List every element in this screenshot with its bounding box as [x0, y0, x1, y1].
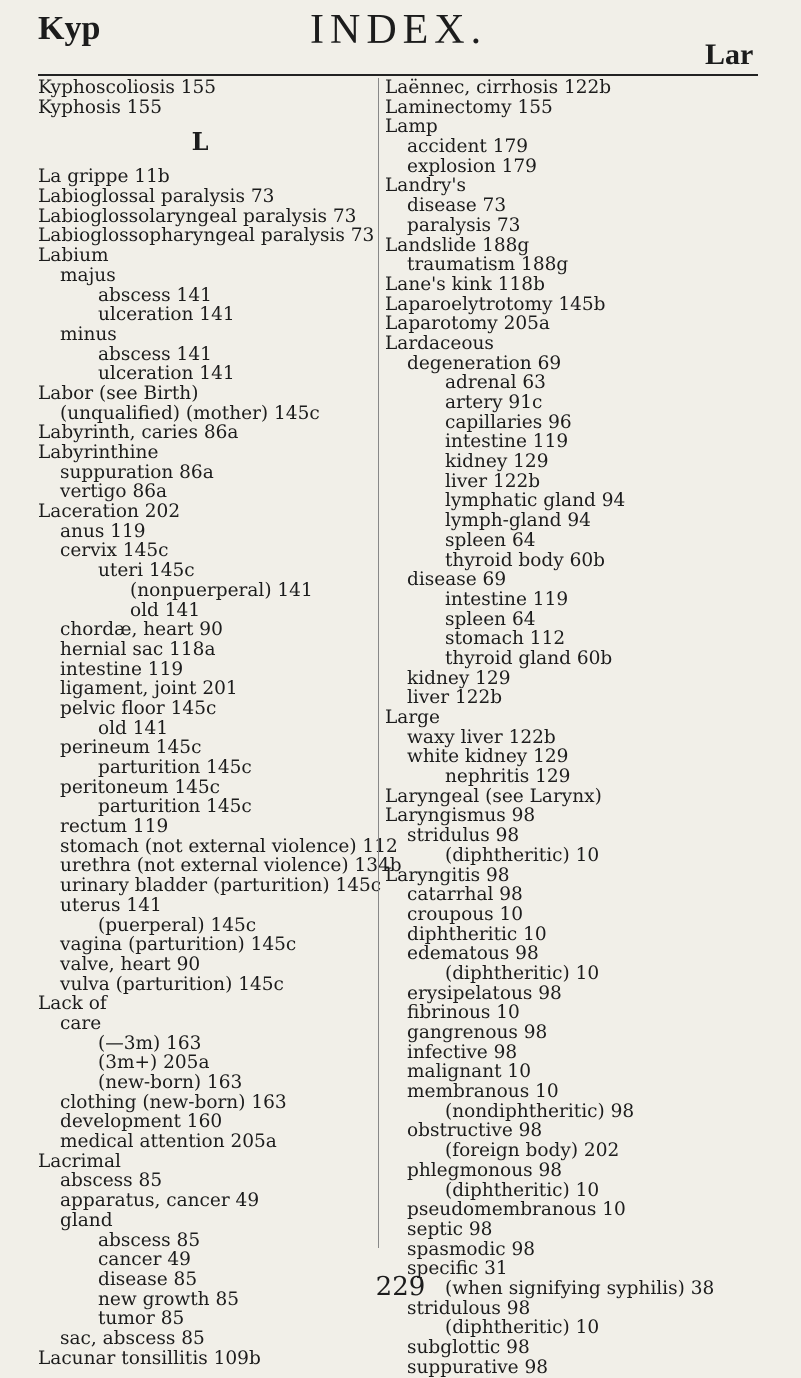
- index-entry: paralysis 73: [407, 214, 521, 236]
- index-entry: (foreign body) 202: [445, 1140, 620, 1162]
- index-entry: malignant 10: [407, 1061, 531, 1083]
- index-entry: vulva (parturition) 145c: [60, 973, 284, 995]
- header-rule: [38, 74, 758, 76]
- index-entry: disease 73: [407, 195, 507, 217]
- index-entry: suppurative 98: [407, 1356, 549, 1378]
- index-entry: artery 91c: [445, 392, 543, 413]
- index-entry: Landry's: [385, 175, 466, 197]
- index-entry: Landslide 188g: [385, 234, 530, 256]
- index-entry: hernial sac 118a: [60, 638, 216, 660]
- index-entry: valve, heart 90: [60, 953, 201, 975]
- index-entry: suppuration 86a: [60, 461, 214, 483]
- index-entry: capillaries 96: [445, 411, 572, 433]
- index-entry: fibrinous 10: [407, 1002, 520, 1024]
- index-entry: ulceration 141: [98, 363, 235, 385]
- index-entry: gangrenous 98: [407, 1022, 548, 1043]
- index-entry: Lacrimal: [38, 1150, 121, 1172]
- header-guide-word-right: Lar: [705, 38, 754, 71]
- index-entry: stridulous 98: [407, 1297, 531, 1319]
- index-entry: liver 122b: [445, 470, 541, 492]
- index-entry: disease 69: [407, 569, 507, 591]
- index-entry: (—3m) 163: [98, 1032, 202, 1054]
- header-title: INDEX.: [310, 7, 488, 53]
- index-entry: minus: [60, 323, 117, 345]
- index-entry: rectum 119: [60, 816, 169, 838]
- index-entry: abscess 85: [98, 1229, 201, 1251]
- index-entry: stridulus 98: [407, 825, 520, 847]
- index-entry: Laminectomy 155: [385, 96, 553, 118]
- index-entry: (nonpuerperal) 141: [130, 579, 313, 601]
- index-entry: peritoneum 145c: [60, 776, 220, 798]
- index-entry: intestine 119: [445, 431, 569, 453]
- index-entry: Kyphoscoliosis 155: [38, 77, 217, 98]
- index-entry: Labyrinthine: [38, 442, 159, 463]
- index-entry: Laryngitis 98: [385, 864, 510, 886]
- index-entry: (puerperal) 145c: [98, 914, 257, 936]
- index-entry: majus: [60, 264, 116, 286]
- index-entry: urinary bladder (parturition) 145c: [60, 875, 382, 897]
- index-entry: white kidney 129: [407, 746, 569, 768]
- index-entry: cancer 49: [98, 1249, 191, 1271]
- index-entry: Labium: [38, 245, 109, 267]
- header-guide-word-left: Kyp: [38, 10, 101, 47]
- index-entry: croupous 10: [407, 903, 524, 925]
- index-entry: Laparoelytrotomy 145b: [385, 293, 606, 315]
- index-entry: Labioglossopharyngeal paralysis 73: [38, 225, 375, 247]
- index-entry: thyroid gland 60b: [445, 647, 613, 669]
- index-entry: stomach (not external violence) 112: [60, 835, 398, 857]
- index-entry: old 141: [98, 717, 169, 739]
- index-entry: pseudomembranous 10: [407, 1199, 626, 1221]
- index-entry: pelvic floor 145c: [60, 697, 217, 719]
- index-entry: kidney 129: [445, 451, 549, 473]
- section-letter: L: [191, 127, 209, 157]
- index-entry: lymphatic gland 94: [445, 490, 626, 512]
- index-entry: subglottic 98: [407, 1337, 530, 1358]
- index-entry: Labyrinth, caries 86a: [38, 422, 239, 444]
- index-entry: ligament, joint 201: [60, 678, 238, 700]
- index-entry: La grippe 11b: [38, 166, 170, 188]
- index-entry: lymph-gland 94: [445, 510, 591, 532]
- index-entry: Lamp: [385, 116, 438, 138]
- index-entry: (diphtheritic) 10: [445, 962, 600, 984]
- index-entry: medical attention 205a: [60, 1131, 277, 1153]
- index-entry: urethra (not external violence) 134b: [60, 855, 402, 877]
- index-entry: Laceration 202: [38, 501, 181, 523]
- index-entry: vagina (parturition) 145c: [60, 934, 297, 956]
- index-entry: uterus 141: [60, 894, 162, 916]
- index-entry: Labioglossolaryngeal paralysis 73: [38, 205, 357, 227]
- index-entry: catarrhal 98: [407, 884, 523, 906]
- index-entry: phlegmonous 98: [407, 1159, 563, 1181]
- index-entry: Lardaceous: [385, 332, 494, 354]
- index-entry: Lack of: [38, 993, 107, 1015]
- index-entry: accident 179: [407, 136, 528, 158]
- index-entry: Large: [385, 707, 440, 728]
- page-header: [0, 0, 801, 74]
- index-entry: obstructive 98: [407, 1120, 543, 1142]
- index-entry: ulceration 141: [98, 304, 235, 326]
- index-entry: kidney 129: [407, 667, 511, 689]
- index-entry: anus 119: [60, 520, 146, 542]
- index-entry: spasmodic 98: [407, 1238, 536, 1260]
- index-entry: specific 31: [407, 1258, 508, 1280]
- index-entry: disease 85: [98, 1268, 198, 1290]
- index-entry: Labor (see Birth): [38, 382, 199, 404]
- index-entry: development 160: [60, 1111, 223, 1133]
- index-entry: thyroid body 60b: [445, 549, 605, 571]
- index-entry: waxy liver 122b: [407, 726, 556, 748]
- index-entry: (unqualified) (mother) 145c: [60, 402, 320, 424]
- index-entry: spleen 64: [445, 608, 536, 630]
- index-entry: Lane's kink 118b: [385, 273, 545, 295]
- index-entry: (when signifying syphilis) 38: [445, 1277, 715, 1299]
- index-entry: perineum 145c: [60, 737, 202, 759]
- index-entry: apparatus, cancer 49: [60, 1190, 260, 1212]
- index-entry: clothing (new-born) 163: [60, 1091, 287, 1113]
- index-entry: edematous 98: [407, 943, 539, 965]
- index-entry: traumatism 188g: [407, 254, 569, 276]
- index-entry: new growth 85: [98, 1288, 240, 1310]
- index-entry: uteri 145c: [98, 560, 195, 582]
- index-entry: infective 98: [407, 1041, 518, 1063]
- index-entry: tumor 85: [98, 1308, 185, 1330]
- index-entry: chordæ, heart 90: [60, 619, 223, 641]
- index-entry: (diphtheritic) 10: [445, 1317, 600, 1339]
- index-entry: spleen 64: [445, 529, 536, 551]
- index-entry: adrenal 63: [445, 372, 546, 394]
- index-entry: (nondiphtheritic) 98: [445, 1100, 635, 1122]
- index-entry: parturition 145c: [98, 757, 252, 778]
- index-entry: erysipelatous 98: [407, 982, 562, 1004]
- index-entry: abscess 141: [98, 284, 212, 306]
- index-entry: old 141: [130, 599, 201, 621]
- index-entry: cervix 145c: [60, 540, 169, 562]
- index-entry: abscess 85: [60, 1170, 163, 1192]
- index-entry: care: [60, 1012, 102, 1034]
- index-entry: (new-born) 163: [98, 1072, 243, 1093]
- index-entry: abscess 141: [98, 343, 212, 365]
- index-entry: parturition 145c: [98, 796, 252, 818]
- index-entry: degeneration 69: [407, 352, 562, 374]
- index-entry: explosion 179: [407, 155, 537, 177]
- index-entry: sac, abscess 85: [60, 1327, 205, 1349]
- index-entry: Lacunar tonsillitis 109b: [38, 1347, 261, 1369]
- index-entry: Laënnec, cirrhosis 122b: [385, 77, 612, 98]
- index-entry: Laryngeal (see Larynx): [385, 785, 602, 807]
- index-entry: diphtheritic 10: [407, 923, 547, 945]
- index-entry: Labioglossal paralysis 73: [38, 186, 275, 208]
- index-entry: membranous 10: [407, 1081, 559, 1103]
- index-entry: nephritis 129: [445, 766, 571, 788]
- index-entry: intestine 119: [60, 658, 184, 680]
- index-entry: Laryngismus 98: [385, 805, 536, 827]
- index-entry: vertigo 86a: [60, 481, 168, 503]
- index-entry: stomach 112: [445, 628, 566, 650]
- index-entry: Kyphosis 155: [38, 96, 163, 118]
- index-entry: (diphtheritic) 10: [445, 844, 600, 866]
- index-entry: septic 98: [407, 1218, 493, 1240]
- page-number: 229: [375, 1272, 426, 1302]
- index-entry: liver 122b: [407, 687, 503, 709]
- index-entry: gland: [60, 1209, 113, 1231]
- index-entry: intestine 119: [445, 588, 569, 610]
- index-entry: (3m+) 205a: [98, 1052, 210, 1074]
- index-entry: (diphtheritic) 10: [445, 1179, 600, 1201]
- index-entry: Laparotomy 205a: [385, 313, 550, 335]
